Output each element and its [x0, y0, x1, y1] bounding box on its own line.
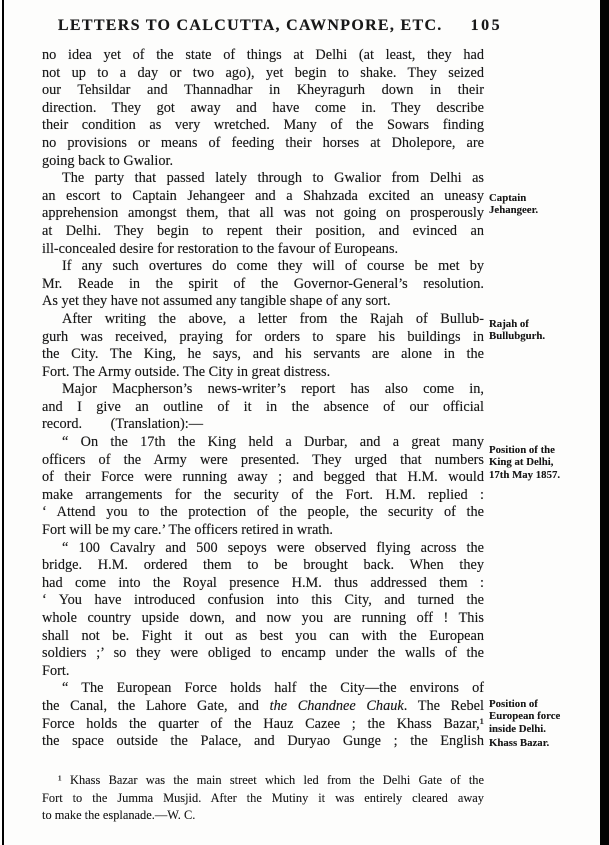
text-line: Mr. Reade in the spirit of the Governor-General’s resolution.	[42, 275, 484, 292]
footnote-line: Fort to the Jumma Musjid. After the Mutiny it was entirely cleared away	[42, 790, 484, 805]
footnote-line: to make the esplanade.—W. C.	[42, 808, 196, 822]
text-line: had come into the Royal presence H.M. thus addressed them :	[42, 574, 484, 591]
body-text	[42, 47, 484, 751]
text-line: The party that passed lately through to Gwalior from Delhi as	[62, 170, 484, 187]
margin-note-position-of-european-force: Position of European force inside Delhi.	[489, 698, 561, 735]
text-line: and I give an outline of it in the absence of our official	[42, 398, 484, 415]
margin-note-captain-jehangeer: Captain Jehangeer.	[489, 192, 539, 217]
footnote-line: ¹ Khass Bazar was the main street which led from the Delhi Gate of the	[58, 773, 484, 787]
text-line: soldiers ;’ so they were obliged to encamp under the walls of the	[42, 645, 484, 662]
text-line: officers of the Army were presented. They urged that numbers	[42, 451, 484, 468]
text-line: an escort to Captain Jehangeer and a Shahzada excited an uneasy	[42, 187, 484, 204]
text-segment: . The Rebel	[403, 697, 484, 714]
text-line: Fort. The Army outside. The City in great distress.	[42, 363, 331, 380]
text-line: gurh was received, praying for orders to spare his buildings in	[42, 328, 484, 345]
text-line: ‘ Attend you to the protection of the people, the security of the	[42, 504, 484, 521]
text-line: Fort.	[42, 662, 70, 679]
text-line: “ On the 17th the King held a Durbar, and a great many	[62, 434, 484, 451]
paragraph	[42, 680, 484, 750]
text-line: the space outside the Palace, and Duryao Gunge ; the English	[42, 733, 484, 750]
text-line: whole country upside down, and now you are running off ! This	[42, 610, 484, 626]
text-line: ill-concealed desire for restoration to the favour of Europeans.	[42, 240, 399, 257]
scan-edge-right	[600, 0, 609, 845]
paragraph	[42, 47, 484, 170]
text-line: apprehension amongst them, that all was not going on prosperously	[42, 205, 484, 222]
margin-note-khass-bazar: Khass Bazar.	[489, 737, 550, 749]
text-line: no provisions or means of feeding their horses at Dholepore, are	[42, 134, 484, 151]
text-segment: the Canal, the Lahore Gate, and	[42, 697, 270, 714]
text-line: Major Macpherson’s news-writer’s report has also come in,	[62, 381, 484, 398]
paragraph	[42, 434, 484, 540]
text-line: As yet they have not assumed any tangible shape of any sort.	[42, 293, 391, 310]
text-line: our Tehsildar and Thannadhar in Kheyragurh down in their	[42, 82, 484, 99]
text-line: the City. The King, he says, and his servants are alone in the	[42, 346, 484, 363]
text-line: “ The European Force holds half the City—the environs of	[62, 680, 484, 697]
paragraph	[42, 258, 484, 311]
paragraph	[42, 170, 484, 258]
paragraph	[42, 311, 484, 381]
text-line: at Delhi. They begin to repent their position, and evinced an	[42, 222, 484, 239]
margin-note-position-of-king: Position of the King at Delhi, 17th May 1857.	[489, 444, 561, 481]
paragraph	[42, 540, 484, 681]
text-line: no idea yet of the state of things at Delhi (at least, they had	[42, 47, 484, 63]
footnote	[42, 772, 484, 825]
italic-text-segment: the Chandnee Chauk	[269, 697, 404, 714]
text-line: their condition as very wretched. Many of the Sowars finding	[42, 117, 484, 134]
text-line: ‘ You have introduced confusion into this City, and turned the	[42, 592, 484, 609]
scan-edge-left	[2, 0, 4, 845]
page-number: 105	[470, 17, 503, 34]
text-line: not up to a day or two ago), yet begin to shake. They seized	[42, 64, 484, 81]
margin-note-rajah-of-bullubgurh: Rajah of Bullubgurh.	[489, 318, 546, 343]
text-line: going back to Gwalior.	[42, 152, 174, 169]
text-line: direction. They got away and have come in. They describe	[42, 99, 484, 116]
text-line: Force holds the quarter of the Hauz Cazee ; the Khass Bazar,¹	[42, 715, 484, 732]
text-line	[42, 698, 484, 716]
text-line: of their Force were running away ; and begged that H.M. would	[42, 469, 484, 486]
text-line: record. (Translation):—	[42, 416, 204, 433]
text-line: bridge. H.M. ordered them to be brought back. When they	[42, 557, 484, 574]
paragraph	[42, 381, 484, 434]
text-line: If any such overtures do come they will of course be met by	[62, 258, 484, 275]
header-title: LETTERS TO CALCUTTA, CAWNPORE, ETC.	[57, 17, 443, 34]
text-line: After writing the above, a letter from the Rajah of Bullub-	[62, 310, 484, 327]
running-header	[55, 17, 505, 35]
text-line: shall not be. Fight it out as best you can with the European	[42, 627, 484, 644]
text-line: make arrangements for the security of the Fort. H.M. replied :	[42, 486, 484, 503]
text-line: Fort will be my care.’ The officers retired in wrath.	[42, 522, 333, 539]
text-line: “ 100 Cavalry and 500 sepoys were observed flying across the	[62, 539, 484, 556]
